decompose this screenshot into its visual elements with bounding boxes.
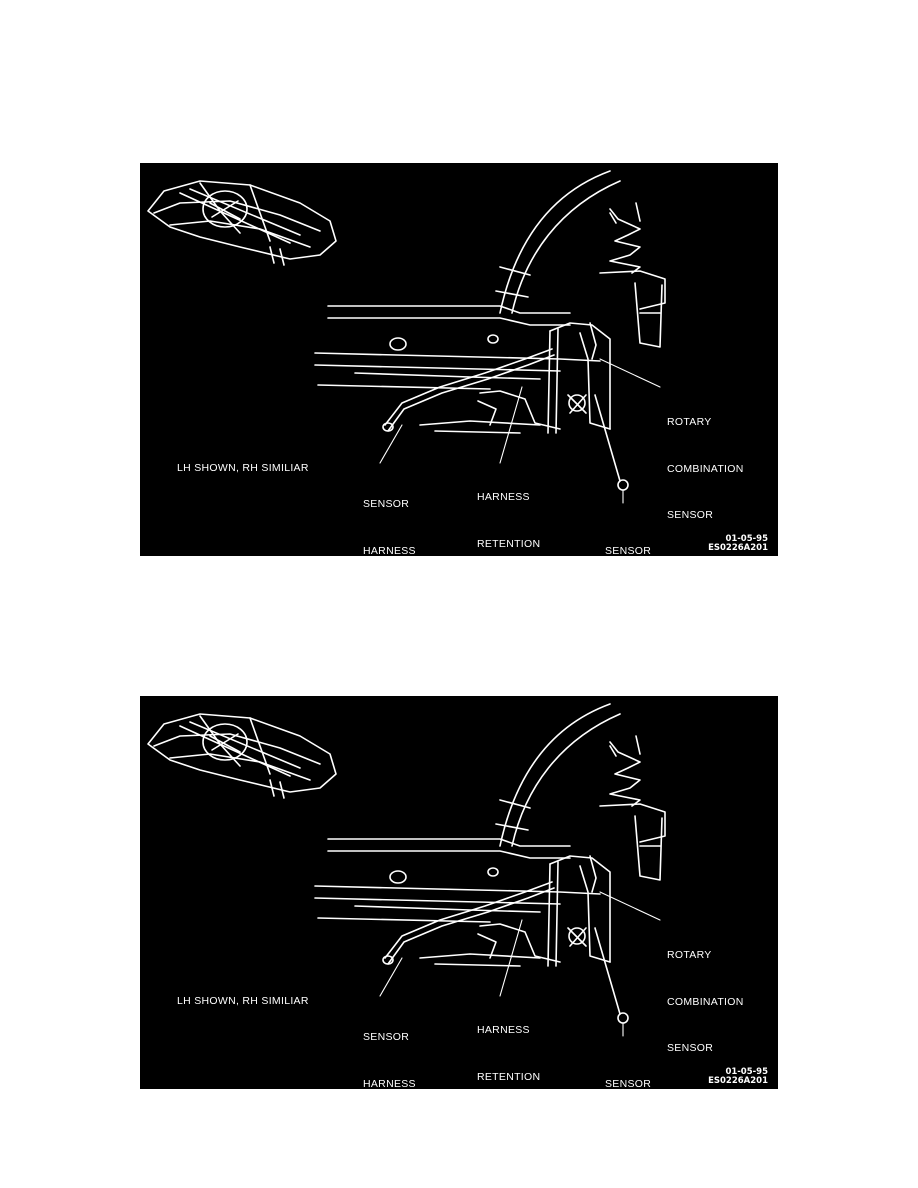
diagram-figure-1 xyxy=(140,163,778,604)
figure-caption: LH SHOWN, RH SIMILIAR xyxy=(177,995,309,1007)
vehicle-locator-icon xyxy=(148,714,336,798)
callout-rotary-combination-sensor: ROTARY COMBINATION SENSOR xyxy=(667,949,744,1054)
callout-rotary-combination-sensor: ROTARY COMBINATION SENSOR xyxy=(667,416,744,521)
diagram-figure-2 xyxy=(140,696,778,1137)
callout-sensor-harness: SENSOR HARNESS xyxy=(363,498,416,557)
callout-sensor-harness: SENSOR HARNESS xyxy=(363,1031,416,1090)
callout-sensor-link: SENSOR LINK xyxy=(605,545,652,604)
figure-reference-code: 01-05-95 ES0226A201 xyxy=(708,1067,768,1086)
callout-harness-retention-point: HARNESS RETENTION POINT xyxy=(477,491,541,596)
callout-sensor-link: SENSOR LINK xyxy=(605,1078,652,1137)
figure-reference-code: 01-05-95 ES0226A201 xyxy=(708,534,768,553)
figure-caption: LH SHOWN, RH SIMILIAR xyxy=(177,462,309,474)
callout-harness-retention-point: HARNESS RETENTION POINT xyxy=(477,1024,541,1129)
vehicle-locator-icon xyxy=(148,181,336,265)
